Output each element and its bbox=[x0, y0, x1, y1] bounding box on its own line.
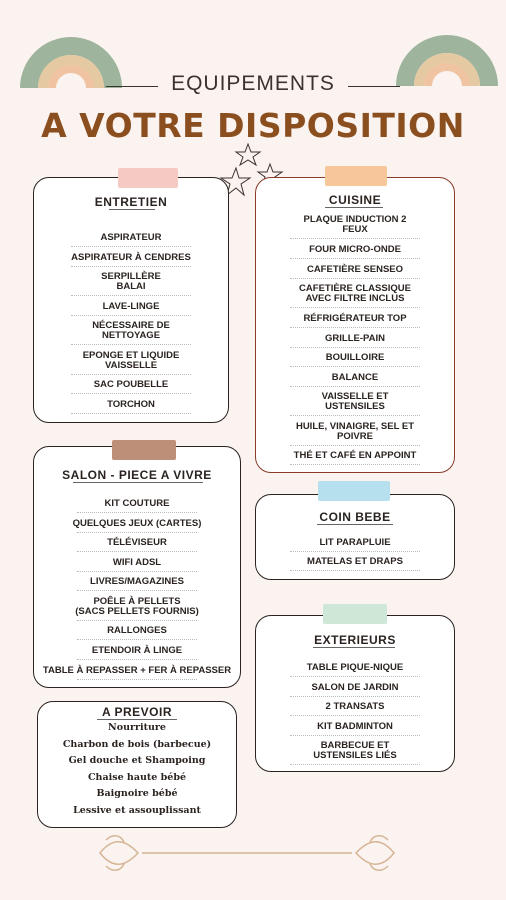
list-item: BARBECUE ET USTENSILES LIÉS bbox=[255, 741, 455, 761]
list-item: Baignoire bébé bbox=[96, 788, 178, 799]
coin-bebe-list bbox=[255, 494, 455, 580]
exterieurs-title: EXTERIEURS bbox=[314, 633, 396, 647]
list-item: VAISSELLE ET USTENSILES bbox=[255, 392, 455, 412]
list-item: TABLE PIQUE-NIQUE bbox=[255, 663, 455, 673]
list-item: ASPIRATEUR À CENDRES bbox=[33, 253, 229, 263]
list-item: POÊLE À PELLETS (SACS PELLETS FOURNIS) bbox=[33, 597, 241, 617]
list-item: GRILLE-PAIN bbox=[255, 334, 455, 344]
page-title: A VOTRE DISPOSITION bbox=[41, 106, 465, 145]
list-item: TÉLÉVISEUR bbox=[33, 538, 241, 548]
list-item: BALANCE bbox=[255, 373, 455, 383]
list-item: Chaise haute bébé bbox=[87, 771, 186, 783]
list-item: RALLONGES bbox=[33, 626, 241, 636]
header-subtitle: EQUIPEMENTS bbox=[171, 72, 335, 95]
list-item: QUELQUES JEUX (CARTES) bbox=[33, 519, 241, 529]
list-item: CAFETIÈRE SENSEO bbox=[255, 265, 455, 275]
list-item: KIT COUTURE bbox=[33, 499, 241, 509]
entretien-list bbox=[33, 177, 229, 423]
salon-title: SALON - PIECE A VIVRE bbox=[62, 468, 212, 482]
exterieurs-list bbox=[255, 615, 455, 772]
list-item: Lessive et assouplissant bbox=[73, 804, 201, 816]
list-item: LAVE-LINGE bbox=[33, 302, 229, 312]
list-item: Gel douche et Shampoing bbox=[68, 755, 206, 766]
list-item: ETENDOIR À LINGE bbox=[33, 646, 241, 656]
list-item: NÉCESSAIRE DE NETTOYAGE bbox=[33, 321, 229, 341]
list-item: KIT BADMINTON bbox=[255, 722, 455, 732]
list-item: EPONGE ET LIQUIDE VAISSELLE bbox=[33, 351, 229, 371]
list-item: LIT PARAPLUIE bbox=[255, 538, 455, 548]
list-item: ASPIRATEUR bbox=[33, 233, 229, 243]
list-item: MATELAS ET DRAPS bbox=[255, 557, 455, 567]
list-item: TORCHON bbox=[33, 400, 229, 410]
list-item: TABLE À REPASSER + FER À REPASSER bbox=[33, 666, 241, 676]
list-item: BOUILLOIRE bbox=[255, 353, 455, 363]
cuisine-title: CUISINE bbox=[328, 193, 382, 207]
list-item: Nourriture bbox=[108, 722, 166, 733]
prevoir-list bbox=[37, 723, 237, 823]
salon-list bbox=[33, 446, 241, 688]
laurel-icon bbox=[92, 830, 402, 876]
entretien-title: ENTRETIEN bbox=[94, 195, 168, 209]
cuisine-list bbox=[255, 177, 455, 473]
list-item: LIVRES/MAGAZINES bbox=[33, 577, 241, 587]
list-item: CAFETIÈRE CLASSIQUE AVEC FILTRE INCLUS bbox=[255, 284, 455, 304]
list-item: WIFI ADSL bbox=[33, 558, 241, 568]
list-item: THÉ ET CAFÉ EN APPOINT bbox=[255, 451, 455, 461]
list-item: SAC POUBELLE bbox=[33, 380, 229, 390]
prevoir-title: A PREVOIR bbox=[101, 705, 173, 719]
list-item: RÉFRIGÉRATEUR TOP bbox=[255, 314, 455, 324]
list-item: PLAQUE INDUCTION 2 FEUX bbox=[255, 215, 455, 235]
list-item: Charbon de bois (barbecue) bbox=[62, 738, 212, 750]
list-item: 2 TRANSATS bbox=[255, 702, 455, 712]
list-item: SERPILLÈRE BALAI bbox=[33, 272, 229, 292]
list-item: SALON DE JARDIN bbox=[255, 683, 455, 693]
list-item: HUILE, VINAIGRE, SEL ET POIVRE bbox=[255, 422, 455, 442]
list-item: FOUR MICRO-ONDE bbox=[255, 245, 455, 255]
coin-bebe-title: COIN BEBE bbox=[319, 510, 391, 524]
